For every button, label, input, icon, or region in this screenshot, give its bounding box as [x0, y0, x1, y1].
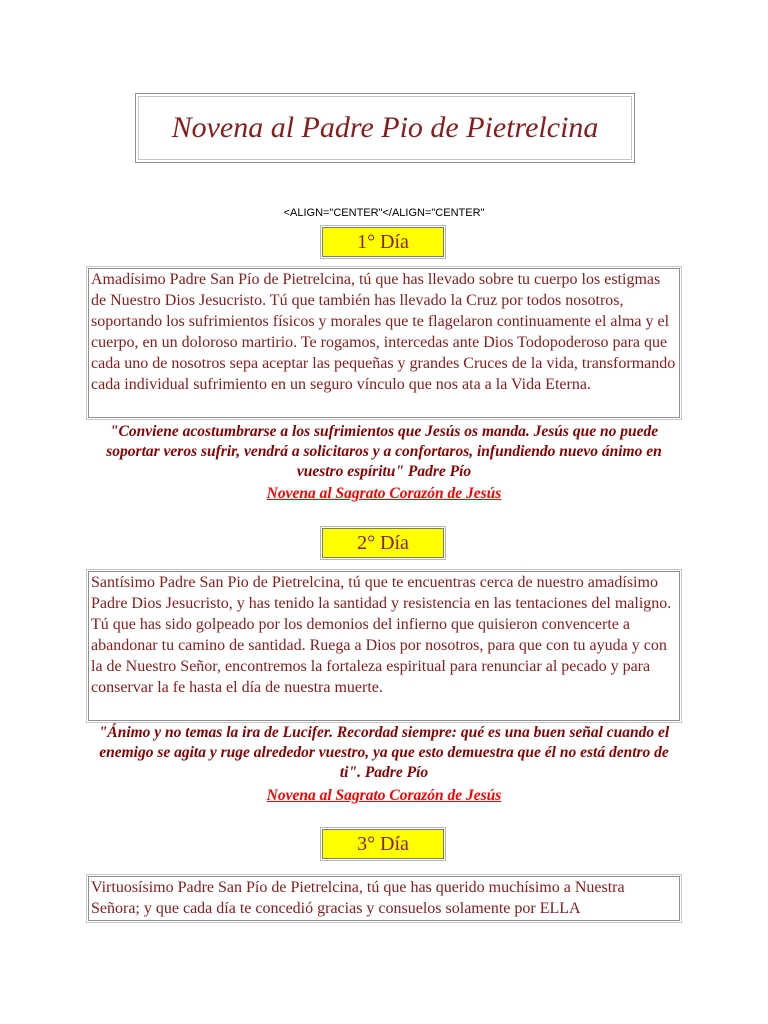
day-2-quote: "Ánimo y no temas la ira de Lucifer. Recordad siempre: qué es una buen señal cuando el enemigo se agita y ruge alrededor vuestro, ya que esto demuestra que él no está dentro de ti". Padre Pío [98, 724, 670, 781]
day-2-prayer: Santísimo Padre San Pio de Pietrelcina, tú que te encuentras cerca de nuestro amadísimo Padre Dios Jesucristo, y has tenido la santidad y resistencia en las tentaciones del maligno. Tú que has sido golpeado por los demonios del infierno que quisieron convencerte a abandonar tu camino de santidad. Ruega a Dios por nosotros, para que con tu ayuda y con la de Nuestro Señor, encontremos la fortaleza espiritual para renunciar al pecado y para conservar la fe hasta el día de nuestra muerte. [88, 571, 680, 721]
day-2-heading: 2° Día [322, 528, 444, 558]
page-title: Novena al Padre Pio de Pietrelcina [171, 111, 599, 144]
align-note: <ALIGN="CENTER"</ALIGN="CENTER" [283, 207, 485, 219]
day-2-novena-link[interactable]: Novena al Sagrato Corazón de Jesús [266, 787, 502, 804]
day-1-quote: "Conviene acostumbrarse a los sufrimientos que Jesús os manda. Jesús que no puede soportar veros sufrir, vendrá a solicitaros y a confortaros, infundiendo nuevo ánimo en vuestro espíritu" Padre Pío [106, 423, 662, 480]
day-1-novena-link[interactable]: Novena al Sagrato Corazón de Jesús [266, 485, 502, 502]
day-1-prayer: Amadísimo Padre San Pío de Pietrelcina, tú que has llevado sobre tu cuerpo los estigmas de Nuestro Dios Jesucristo. Tú que también has llevado la Cruz por todos nosotros, soportando los sufrimientos físicos y morales que te flagelaron continuamente el alma y el cuerpo, en un doloroso martirio. Te rogamos, intercedas ante Dios Todopoderoso para que cada uno de nosotros sepa aceptar las pequeñas y grandes Cruces de la vida, transformando cada individual sufrimiento en un seguro vínculo que nos ata a la Vida Eterna. [88, 268, 680, 418]
title-box [135, 93, 635, 163]
day-1-heading: 1° Día [322, 227, 444, 257]
day-3-heading: 3° Día [322, 829, 444, 859]
day-3-prayer: Virtuosísimo Padre San Pío de Pietrelcina, tú que has querido muchísimo a Nuestra Señora; y que cada día te concedió gracias y consuelos solamente por ELLA [88, 876, 680, 921]
